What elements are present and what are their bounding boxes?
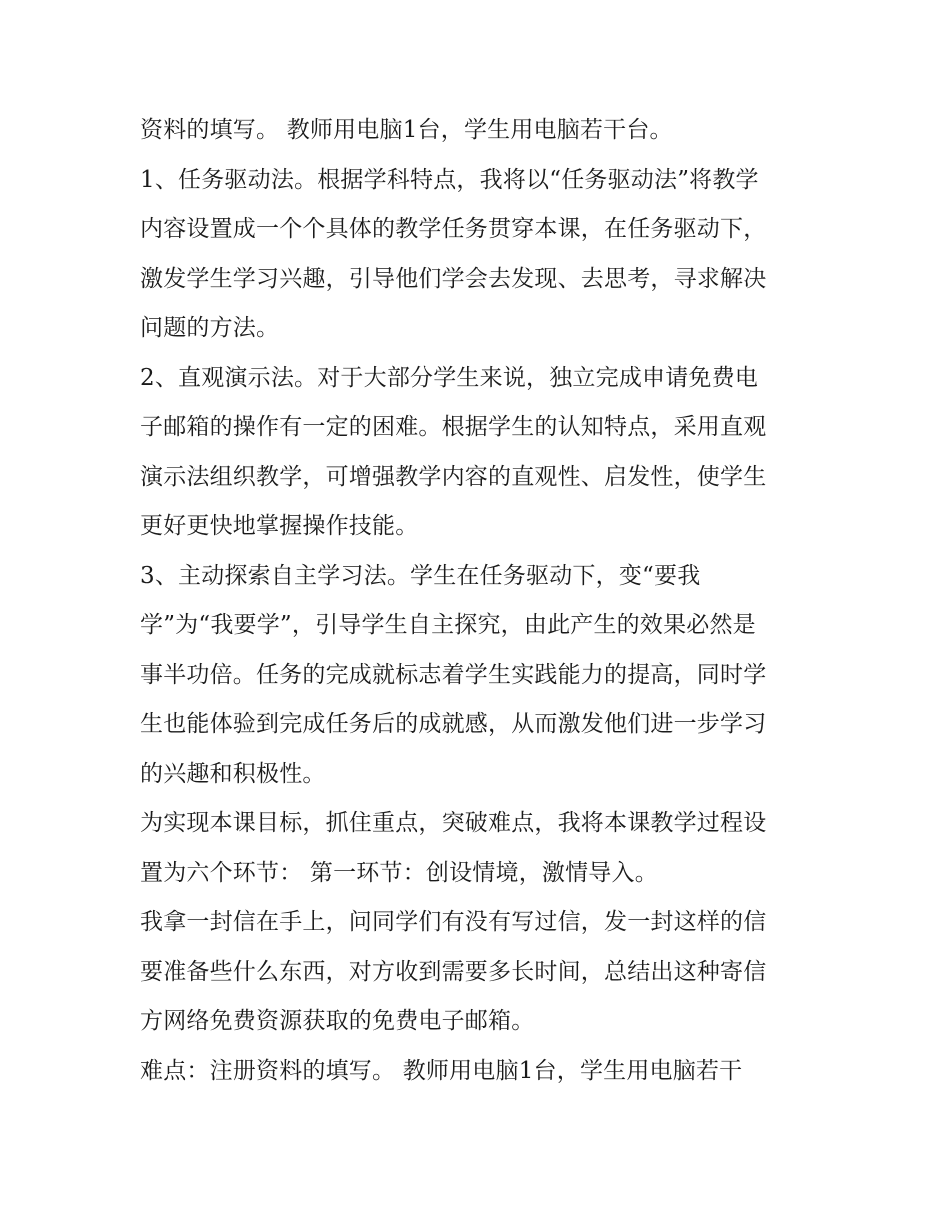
text-line: 3、主动探索自主学习法。学生在任务驱动下，变“要我 xyxy=(140,562,701,589)
text-line: 学”为“我要学”，引导学生自主探究，由此产生的效果必然是 xyxy=(140,612,756,638)
text-line: 更好更快地掌握操作技能。 xyxy=(140,513,419,539)
text-line: 生也能体验到完成任务后的成就感，从而激发他们进一步学习 xyxy=(140,711,767,737)
text-line: 方网络免费资源获取的免费电子邮箱。 xyxy=(140,1008,535,1034)
text-line: 我拿一封信在手上，问同学们有没有写过信，发一封这样的信 xyxy=(140,909,767,935)
text-line: 资料的填写。 教师用电脑1台，学生用电脑若干台。 xyxy=(140,117,673,143)
text-line: 问题的方法。 xyxy=(140,315,280,341)
text-line: 演示法组织教学，可增强教学内容的直观性、启发性，使学生 xyxy=(140,463,767,490)
text-line: 2、直观演示法。对于大部分学生来说，独立完成申请免费电 xyxy=(140,364,759,391)
text-line: 为实现本课目标，抓住重点，突破难点，我将本课教学过程设 xyxy=(140,810,767,836)
text-line: 难点：注册资料的填写。 教师用电脑1台，学生用电脑若干 xyxy=(140,1057,743,1084)
text-line: 事半功倍。任务的完成就标志着学生实践能力的提高，同时学 xyxy=(140,661,767,688)
text-line: 内容设置成一个个具体的教学任务贯穿本课，在任务驱动下， xyxy=(140,216,767,242)
text-line: 的兴趣和积极性。 xyxy=(140,760,326,787)
text-line: 置为六个环节： 第一环节：创设情境，激情导入。 xyxy=(140,859,658,886)
text-line: 子邮箱的操作有一定的困难。根据学生的认知特点，采用直观 xyxy=(140,414,767,440)
document-body xyxy=(140,106,820,1096)
text-line: 要准备些什么东西，对方收到需要多长时间，总结出这种寄信 xyxy=(140,958,767,985)
text-line: 激发学生学习兴趣，引导他们学会去发现、去思考，寻求解决 xyxy=(140,265,767,292)
text-line: 1、任务驱动法。根据学科特点，我将以“任务驱动法”将教学 xyxy=(140,166,759,193)
